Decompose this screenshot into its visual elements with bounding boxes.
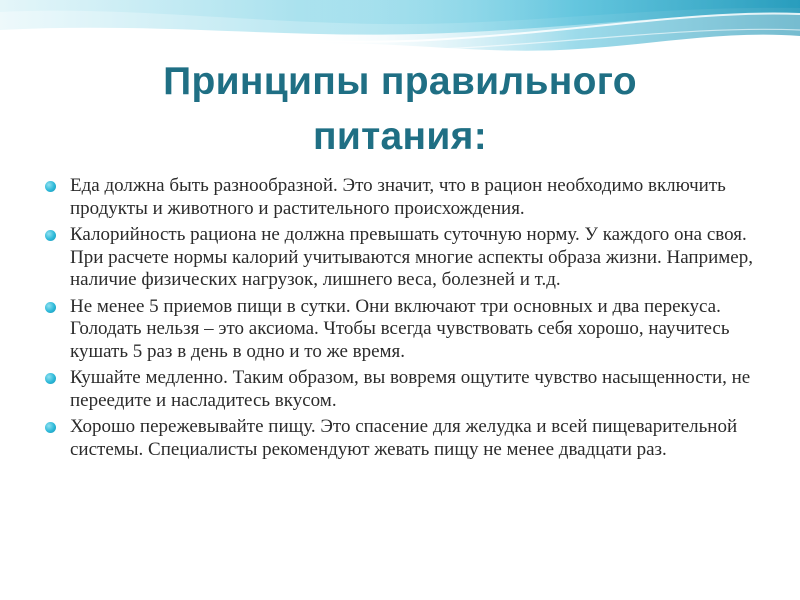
slide-title bbox=[60, 54, 740, 164]
bullet-text: Калорийность рациона не должна превышать суточную норму. У каждого она своя. При расчете нормы калорий учитываются многие аспекты образа жизни. Например, наличие физических нагрузок, лишнего веса, болезней и т.д. bbox=[70, 224, 753, 290]
wave-header-decoration bbox=[0, 0, 800, 60]
bullet-text: Еда должна быть разнообразной. Это значит, что в рацион необходимо включить продукты и животного и растительного происхождения. bbox=[70, 175, 726, 219]
bullet-item bbox=[44, 416, 764, 461]
slide-title-line2: питания: bbox=[313, 115, 487, 158]
bullet-item bbox=[44, 367, 764, 412]
bullet-dot-icon bbox=[45, 230, 56, 241]
bullet-item bbox=[44, 175, 764, 220]
bullet-item bbox=[44, 224, 764, 292]
bullet-item bbox=[44, 296, 764, 364]
bullet-text: Кушайте медленно. Таким образом, вы вовремя ощутите чувство насыщенности, не переедите и насладитесь вкусом. bbox=[70, 367, 751, 411]
bullet-list bbox=[44, 175, 764, 465]
bullet-text: Хорошо пережевывайте пищу. Это спасение для желудка и всей пищеварительной системы. Специалисты рекомендуют жевать пищу не менее двадцати раз. bbox=[70, 416, 738, 460]
bullet-text: Не менее 5 приемов пищи в сутки. Они включают три основных и два перекуса. Голодать нельзя – это аксиома. Чтобы всегда чувствовать себя хорошо, научитесь кушать 5 раз в день в одно и то же время. bbox=[70, 295, 730, 362]
slide-title-line1: Принципы правильного bbox=[163, 60, 637, 103]
bullet-dot-icon bbox=[45, 181, 56, 192]
bullet-dot-icon bbox=[45, 422, 56, 433]
bullet-dot-icon bbox=[45, 302, 56, 313]
bullet-dot-icon bbox=[45, 373, 56, 384]
